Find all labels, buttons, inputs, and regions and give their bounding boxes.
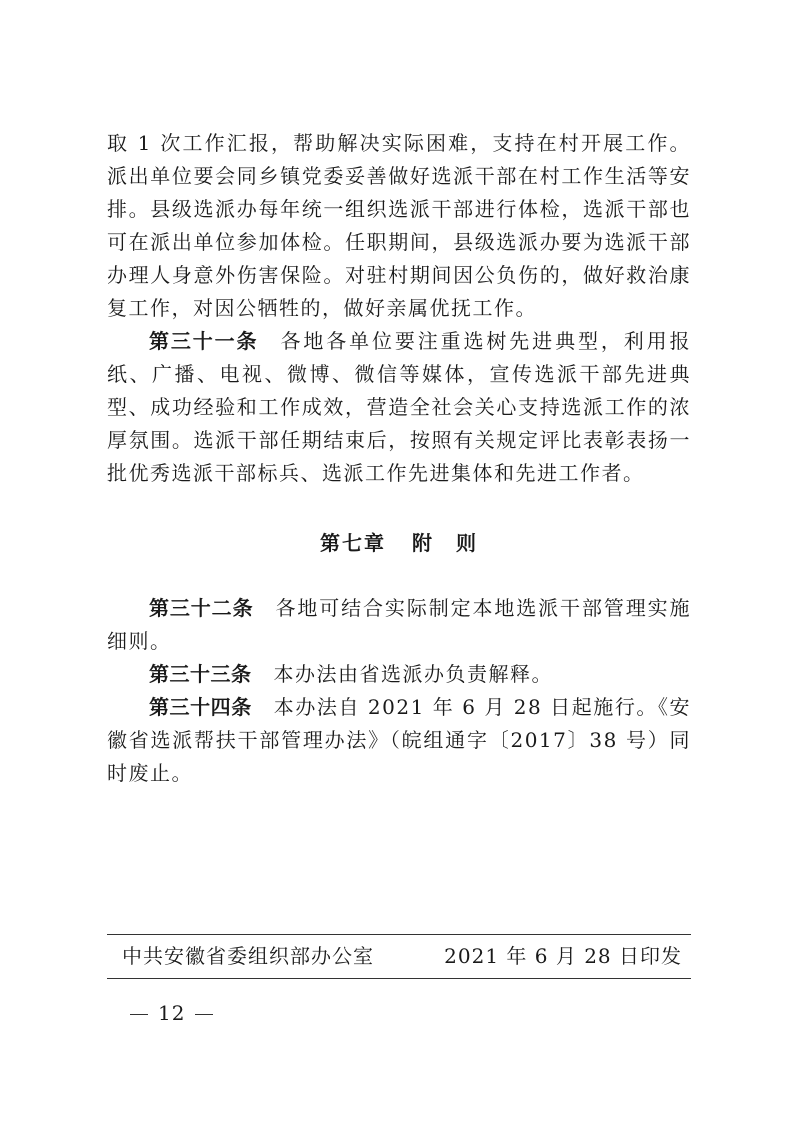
document-body bbox=[107, 127, 691, 790]
page-number bbox=[120, 1001, 223, 1025]
article-number: 第三十二条 bbox=[149, 596, 254, 620]
issue-date: 2021 年 6 月 28 日印发 bbox=[444, 944, 682, 968]
chapter-title: 附 则 bbox=[412, 531, 478, 555]
footer-bottom-rule bbox=[107, 978, 691, 979]
article-number: 第三十三条 bbox=[149, 662, 252, 686]
continuation-paragraph: 取 1 次工作汇报，帮助解决实际困难，支持在村开展工作。派出单位要会同乡镇党委妥善做好选派干部在村工作生活等安排。县级选派办每年统一组织选派干部进行体检，选派干部也可在派出单位参加体检。任职期间，县级选派办要为选派干部办理人身意外伤害保险。对驻村期间因公负伤的，做好救治康复工作，对因公牺牲的，做好亲属优抚工作。 bbox=[107, 131, 691, 320]
article-number: 第三十四条 bbox=[149, 695, 252, 719]
article-number: 第三十一条 bbox=[149, 329, 259, 353]
article-34 bbox=[107, 691, 691, 790]
chapter-heading bbox=[107, 527, 691, 560]
dash-left bbox=[130, 1014, 148, 1015]
dash-right bbox=[195, 1014, 213, 1015]
article-text: 各地可结合实际制定本地选派干部管理实施细则。 bbox=[107, 596, 692, 653]
issuer: 中共安徽省委组织部办公室 bbox=[122, 944, 374, 968]
article-text: 各地各单位要注重选树先进典型，利用报纸、广播、电视、微博、微信等媒体，宣传选派干部先进典型、成功经验和工作成效，营造全社会关心支持选派工作的浓厚氛围。选派干部任期结束后，按照有关规定评比表彰表扬一批优秀选派干部标兵、选派工作先进集体和先进工作者。 bbox=[107, 329, 692, 485]
article-31 bbox=[107, 325, 691, 490]
article-text: 本办法由省选派办负责解释。 bbox=[273, 662, 553, 686]
footer-top-rule bbox=[107, 934, 691, 935]
article-33 bbox=[107, 658, 691, 691]
article-text: 本办法自 2021 年 6 月 28 日起施行。《安徽省选派帮扶干部管理办法》（皖组通字〔2017〕38 号）同时废止。 bbox=[107, 695, 692, 785]
article-32 bbox=[107, 592, 691, 658]
page-number-value: 12 bbox=[158, 1001, 186, 1025]
chapter-number: 第七章 bbox=[320, 531, 386, 555]
